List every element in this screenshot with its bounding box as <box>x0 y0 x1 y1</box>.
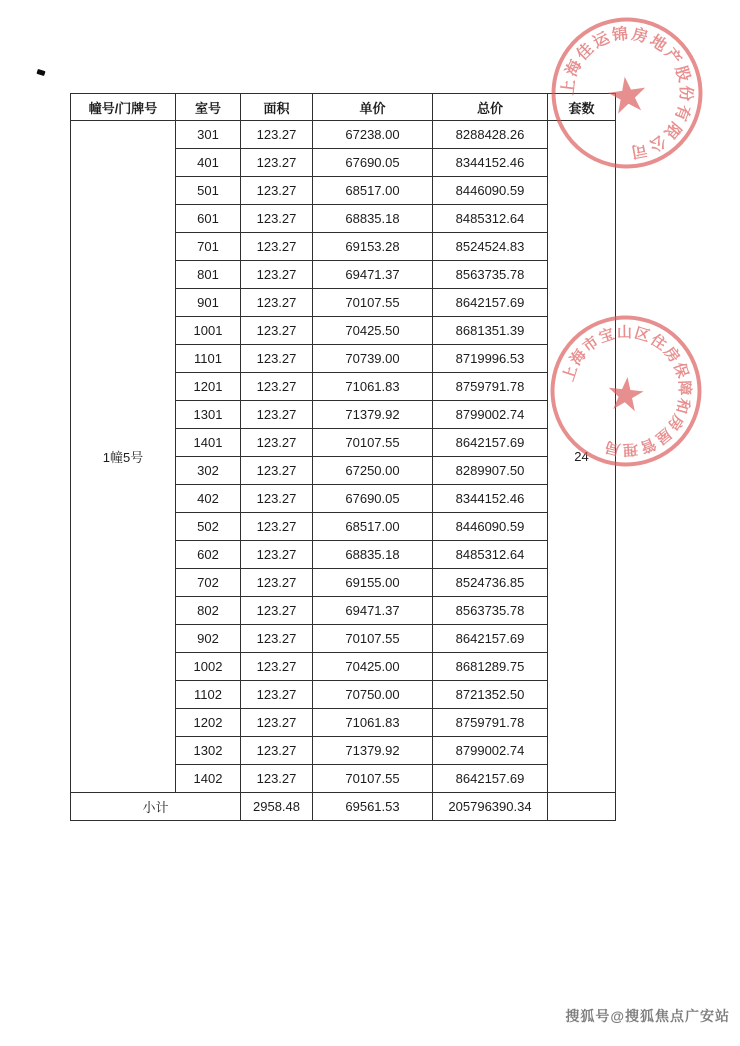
room-cell: 701 <box>176 233 241 261</box>
room-cell: 902 <box>176 625 241 653</box>
area-cell: 123.27 <box>241 541 313 569</box>
total-price-cell: 8799002.74 <box>433 737 548 765</box>
total-price-cell: 8524736.85 <box>433 569 548 597</box>
total-price-cell: 8563735.78 <box>433 597 548 625</box>
room-cell: 1101 <box>176 345 241 373</box>
unit-price-cell: 68835.18 <box>313 541 433 569</box>
unit-price-cell: 70750.00 <box>313 681 433 709</box>
unit-price-cell: 69155.00 <box>313 569 433 597</box>
unit-price-cell: 67250.00 <box>313 457 433 485</box>
room-cell: 1001 <box>176 317 241 345</box>
header-building: 幢号/门牌号 <box>71 94 176 121</box>
star-icon: ★ <box>602 364 649 423</box>
star-icon: ★ <box>601 64 654 127</box>
unit-price-cell: 69471.37 <box>313 597 433 625</box>
area-cell: 123.27 <box>241 373 313 401</box>
watermark-text: 搜狐号@搜狐焦点广安站 <box>565 1008 730 1024</box>
area-cell: 123.27 <box>241 569 313 597</box>
room-cell: 1401 <box>176 429 241 457</box>
header-room: 室号 <box>176 94 241 121</box>
table-header-row <box>71 94 616 121</box>
unit-price-cell: 68835.18 <box>313 205 433 233</box>
room-cell: 1202 <box>176 709 241 737</box>
subtotal-count <box>548 793 616 821</box>
area-cell: 123.27 <box>241 205 313 233</box>
total-price-cell: 8524524.83 <box>433 233 548 261</box>
room-cell: 1002 <box>176 653 241 681</box>
area-cell: 123.27 <box>241 177 313 205</box>
government-seal-text: 上海市宝山区住房保障和房屋管理局 <box>559 323 694 460</box>
unit-price-cell: 69153.28 <box>313 233 433 261</box>
total-price-cell: 8642157.69 <box>433 429 548 457</box>
unit-price-cell: 70107.55 <box>313 429 433 457</box>
scan-artifact-mark <box>36 69 45 76</box>
total-price-cell: 8485312.64 <box>433 541 548 569</box>
room-cell: 602 <box>176 541 241 569</box>
total-price-cell: 8344152.46 <box>433 149 548 177</box>
room-cell: 702 <box>176 569 241 597</box>
room-cell: 401 <box>176 149 241 177</box>
room-cell: 1402 <box>176 765 241 793</box>
room-cell: 302 <box>176 457 241 485</box>
header-area: 面积 <box>241 94 313 121</box>
unit-price-cell: 71061.83 <box>313 709 433 737</box>
unit-price-cell: 71379.92 <box>313 401 433 429</box>
total-price-cell: 8642157.69 <box>433 765 548 793</box>
total-price-cell: 8759791.78 <box>433 373 548 401</box>
unit-price-cell: 70107.55 <box>313 289 433 317</box>
area-cell: 123.27 <box>241 709 313 737</box>
total-price-cell: 8344152.46 <box>433 485 548 513</box>
area-cell: 123.27 <box>241 261 313 289</box>
subtotal-area: 2958.48 <box>241 793 313 821</box>
total-price-cell: 8759791.78 <box>433 709 548 737</box>
area-cell: 123.27 <box>241 429 313 457</box>
room-cell: 501 <box>176 177 241 205</box>
area-cell: 123.27 <box>241 345 313 373</box>
area-cell: 123.27 <box>241 457 313 485</box>
subtotal-total-price: 205796390.34 <box>433 793 548 821</box>
count-cell: 24 <box>548 121 616 793</box>
total-price-cell: 8799002.74 <box>433 401 548 429</box>
unit-price-cell: 70107.55 <box>313 625 433 653</box>
total-price-cell: 8446090.59 <box>433 513 548 541</box>
total-price-cell: 8288428.26 <box>433 121 548 149</box>
total-price-cell: 8681289.75 <box>433 653 548 681</box>
total-price-cell: 8642157.69 <box>433 289 548 317</box>
total-price-cell: 8485312.64 <box>433 205 548 233</box>
price-table <box>70 93 615 821</box>
unit-price-cell: 71379.92 <box>313 737 433 765</box>
unit-price-cell: 67238.00 <box>313 121 433 149</box>
total-price-cell: 8446090.59 <box>433 177 548 205</box>
area-cell: 123.27 <box>241 401 313 429</box>
unit-price-cell: 70425.50 <box>313 317 433 345</box>
table-row <box>71 121 616 149</box>
total-price-cell: 8642157.69 <box>433 625 548 653</box>
room-cell: 502 <box>176 513 241 541</box>
building-cell: 1幢5号 <box>71 121 176 793</box>
room-cell: 801 <box>176 261 241 289</box>
unit-price-cell: 71061.83 <box>313 373 433 401</box>
header-unit-price: 单价 <box>313 94 433 121</box>
total-price-cell: 8721352.50 <box>433 681 548 709</box>
subtotal-row <box>71 793 616 821</box>
total-price-cell: 8719996.53 <box>433 345 548 373</box>
company-seal-text: 上海佳运锦房地产股份有限公司 <box>557 23 696 163</box>
area-cell: 123.27 <box>241 681 313 709</box>
area-cell: 123.27 <box>241 765 313 793</box>
header-total-price: 总价 <box>433 94 548 121</box>
room-cell: 1102 <box>176 681 241 709</box>
subtotal-unit-price: 69561.53 <box>313 793 433 821</box>
unit-price-cell: 70425.00 <box>313 653 433 681</box>
room-cell: 1301 <box>176 401 241 429</box>
unit-price-cell: 67690.05 <box>313 485 433 513</box>
room-cell: 402 <box>176 485 241 513</box>
area-cell: 123.27 <box>241 233 313 261</box>
table-body <box>71 121 616 793</box>
room-cell: 601 <box>176 205 241 233</box>
area-cell: 123.27 <box>241 513 313 541</box>
unit-price-cell: 67690.05 <box>313 149 433 177</box>
area-cell: 123.27 <box>241 485 313 513</box>
total-price-cell: 8289907.50 <box>433 457 548 485</box>
total-price-cell: 8563735.78 <box>433 261 548 289</box>
subtotal-label: 小计 <box>71 793 241 821</box>
room-cell: 901 <box>176 289 241 317</box>
area-cell: 123.27 <box>241 653 313 681</box>
area-cell: 123.27 <box>241 625 313 653</box>
unit-price-cell: 70739.00 <box>313 345 433 373</box>
area-cell: 123.27 <box>241 289 313 317</box>
header-unit-count: 套数 <box>548 94 616 121</box>
total-price-cell: 8681351.39 <box>433 317 548 345</box>
room-cell: 1302 <box>176 737 241 765</box>
unit-price-cell: 70107.55 <box>313 765 433 793</box>
room-cell: 1201 <box>176 373 241 401</box>
area-cell: 123.27 <box>241 121 313 149</box>
area-cell: 123.27 <box>241 149 313 177</box>
area-cell: 123.27 <box>241 737 313 765</box>
unit-price-cell: 69471.37 <box>313 261 433 289</box>
unit-price-cell: 68517.00 <box>313 177 433 205</box>
room-cell: 301 <box>176 121 241 149</box>
unit-price-cell: 68517.00 <box>313 513 433 541</box>
area-cell: 123.27 <box>241 317 313 345</box>
area-cell: 123.27 <box>241 597 313 625</box>
room-cell: 802 <box>176 597 241 625</box>
